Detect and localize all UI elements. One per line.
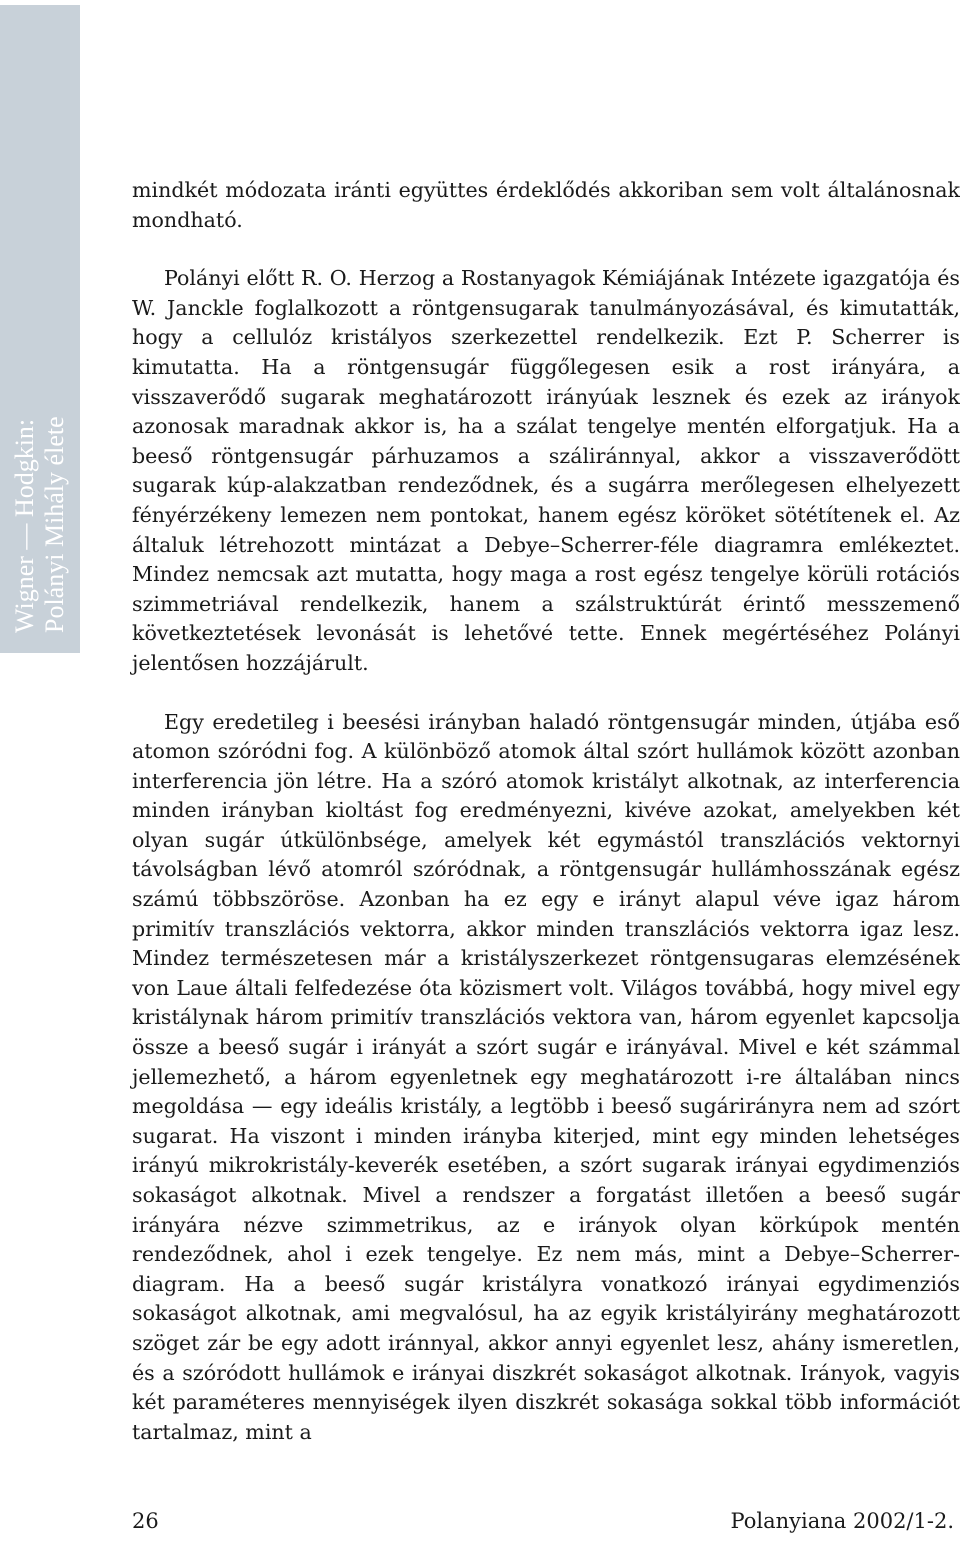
side-banner-subtitle: Polányi Mihály élete xyxy=(40,416,69,633)
page-number: 26 xyxy=(132,1509,159,1533)
side-banner xyxy=(0,5,80,653)
body-text xyxy=(132,176,960,1447)
side-banner-text xyxy=(10,5,80,633)
side-banner-title: Wigner — Hodgkin: xyxy=(10,418,39,633)
page-footer xyxy=(132,1508,954,1534)
paragraph-1: mindkét módozata iránti együttes érdeklődés akkoriban sem volt általánosnak mondható. xyxy=(132,178,960,232)
journal-name: Polanyiana 2002/1-2. xyxy=(730,1509,954,1533)
paragraph-2: Polányi előtt R. O. Herzog a Rostanyagok Kémiájának Intézete igazgatója és W. Janckle foglalkozott a röntgensugarak tanulmányozásával, és kimutatták, hogy a cellulóz kristályos szerkezettel rendelkezik. Ezt P. Scherrer is kimutatta. Ha a röntgensugár függőlegesen esik a rost irányára, a visszaverődő sugarak meghatározott irányúak lesznek és ezek az irányok azonosak maradnak akkor is, ha a szálat tengelye mentén elforgatjuk. Ha a beeső röntgensugár párhuzamos a száliránnyal, akkor a visszaverődött sugarak kúp-alakzatban rendeződnek, és a sugárra merőlegesen elhelyezett fényérzékeny lemezen nem pontokat, hanem egész köröket sötétítenek el. Az általuk létrehozott mintázat a Debye–Scherrer-féle diagramra emlékeztet. Mindez nemcsak azt mutatta, hogy maga a rost egész tengelye körüli rotációs szimmetriával rendelkezik, hanem a szálstruktúrát érintő messzemenő következtetések levonását is lehetővé tette. Ennek megértéséhez Polányi jelentősen hozzájárult. xyxy=(132,266,960,675)
paragraph-3: Egy eredetileg i beesési irányban haladó röntgensugár minden, útjába eső atomon szóródni fog. A különböző atomok által szórt hullámok között azonban interferencia jön létre. Ha a szóró atomok kristályt alkotnak, az interferencia minden irányban kioltást fog eredményezni, kivéve azokat, amelyekben két olyan sugár útkülönbsége, amelyek két egymástól transzlációs vektornyi távolságban lévő atomról szóródnak, a röntgensugár hullámhosszának egész számú többszöröse. Azonban ha ez egy e irányt alapul véve igaz három primitív transzlációs vektorra, akkor minden transzlációs vektorra igaz lesz. Mindez természetesen már a kristályszerkezet röntgensugaras elemzésének von Laue általi felfedezése óta közismert volt. Világos továbbá, hogy mivel egy kristálynak három primitív transzlációs vektora van, három egyenlet kapcsolja össze a beeső sugár i irányát a szórt sugár e irányával. Mivel e két számmal jellemezhető, a három egyenletnek egy meghatározott i-re általában nincs megoldása — egy ideális kristály, a legtöbb i beeső sugárirányra nem ad szórt sugarat. Ha viszont i minden irányba kiterjed, mint egy minden lehetséges irányú mikrokristály-keverék esetében, a szórt sugarak irányai egydimenziós sokaságot alkotnak. Mivel a rendszer a forgatást illetően a beeső sugár irányára nézve szimmetrikus, az e irányok olyan körkúpok mentén rendeződnek, ahol i ezek tengelye. Ez nem más, mint a Debye–Scherrer-diagram. Ha a beeső sugár kristályra vonatkozó irányai egydimenziós sokaságot alkotnak, ami megvalósul, ha az egyik kristályirány meghatározott szöget zár be egy adott iránnyal, akkor annyi egyenlet lesz, ahány ismeretlen, és a szóródott hullámok e irányai diszkrét sokaságot alkotnak. Irányok, vagyis két paraméteres mennyiségek ilyen diszkrét sokasága sokkal több információt tartalmaz, mint a xyxy=(132,709,960,1444)
